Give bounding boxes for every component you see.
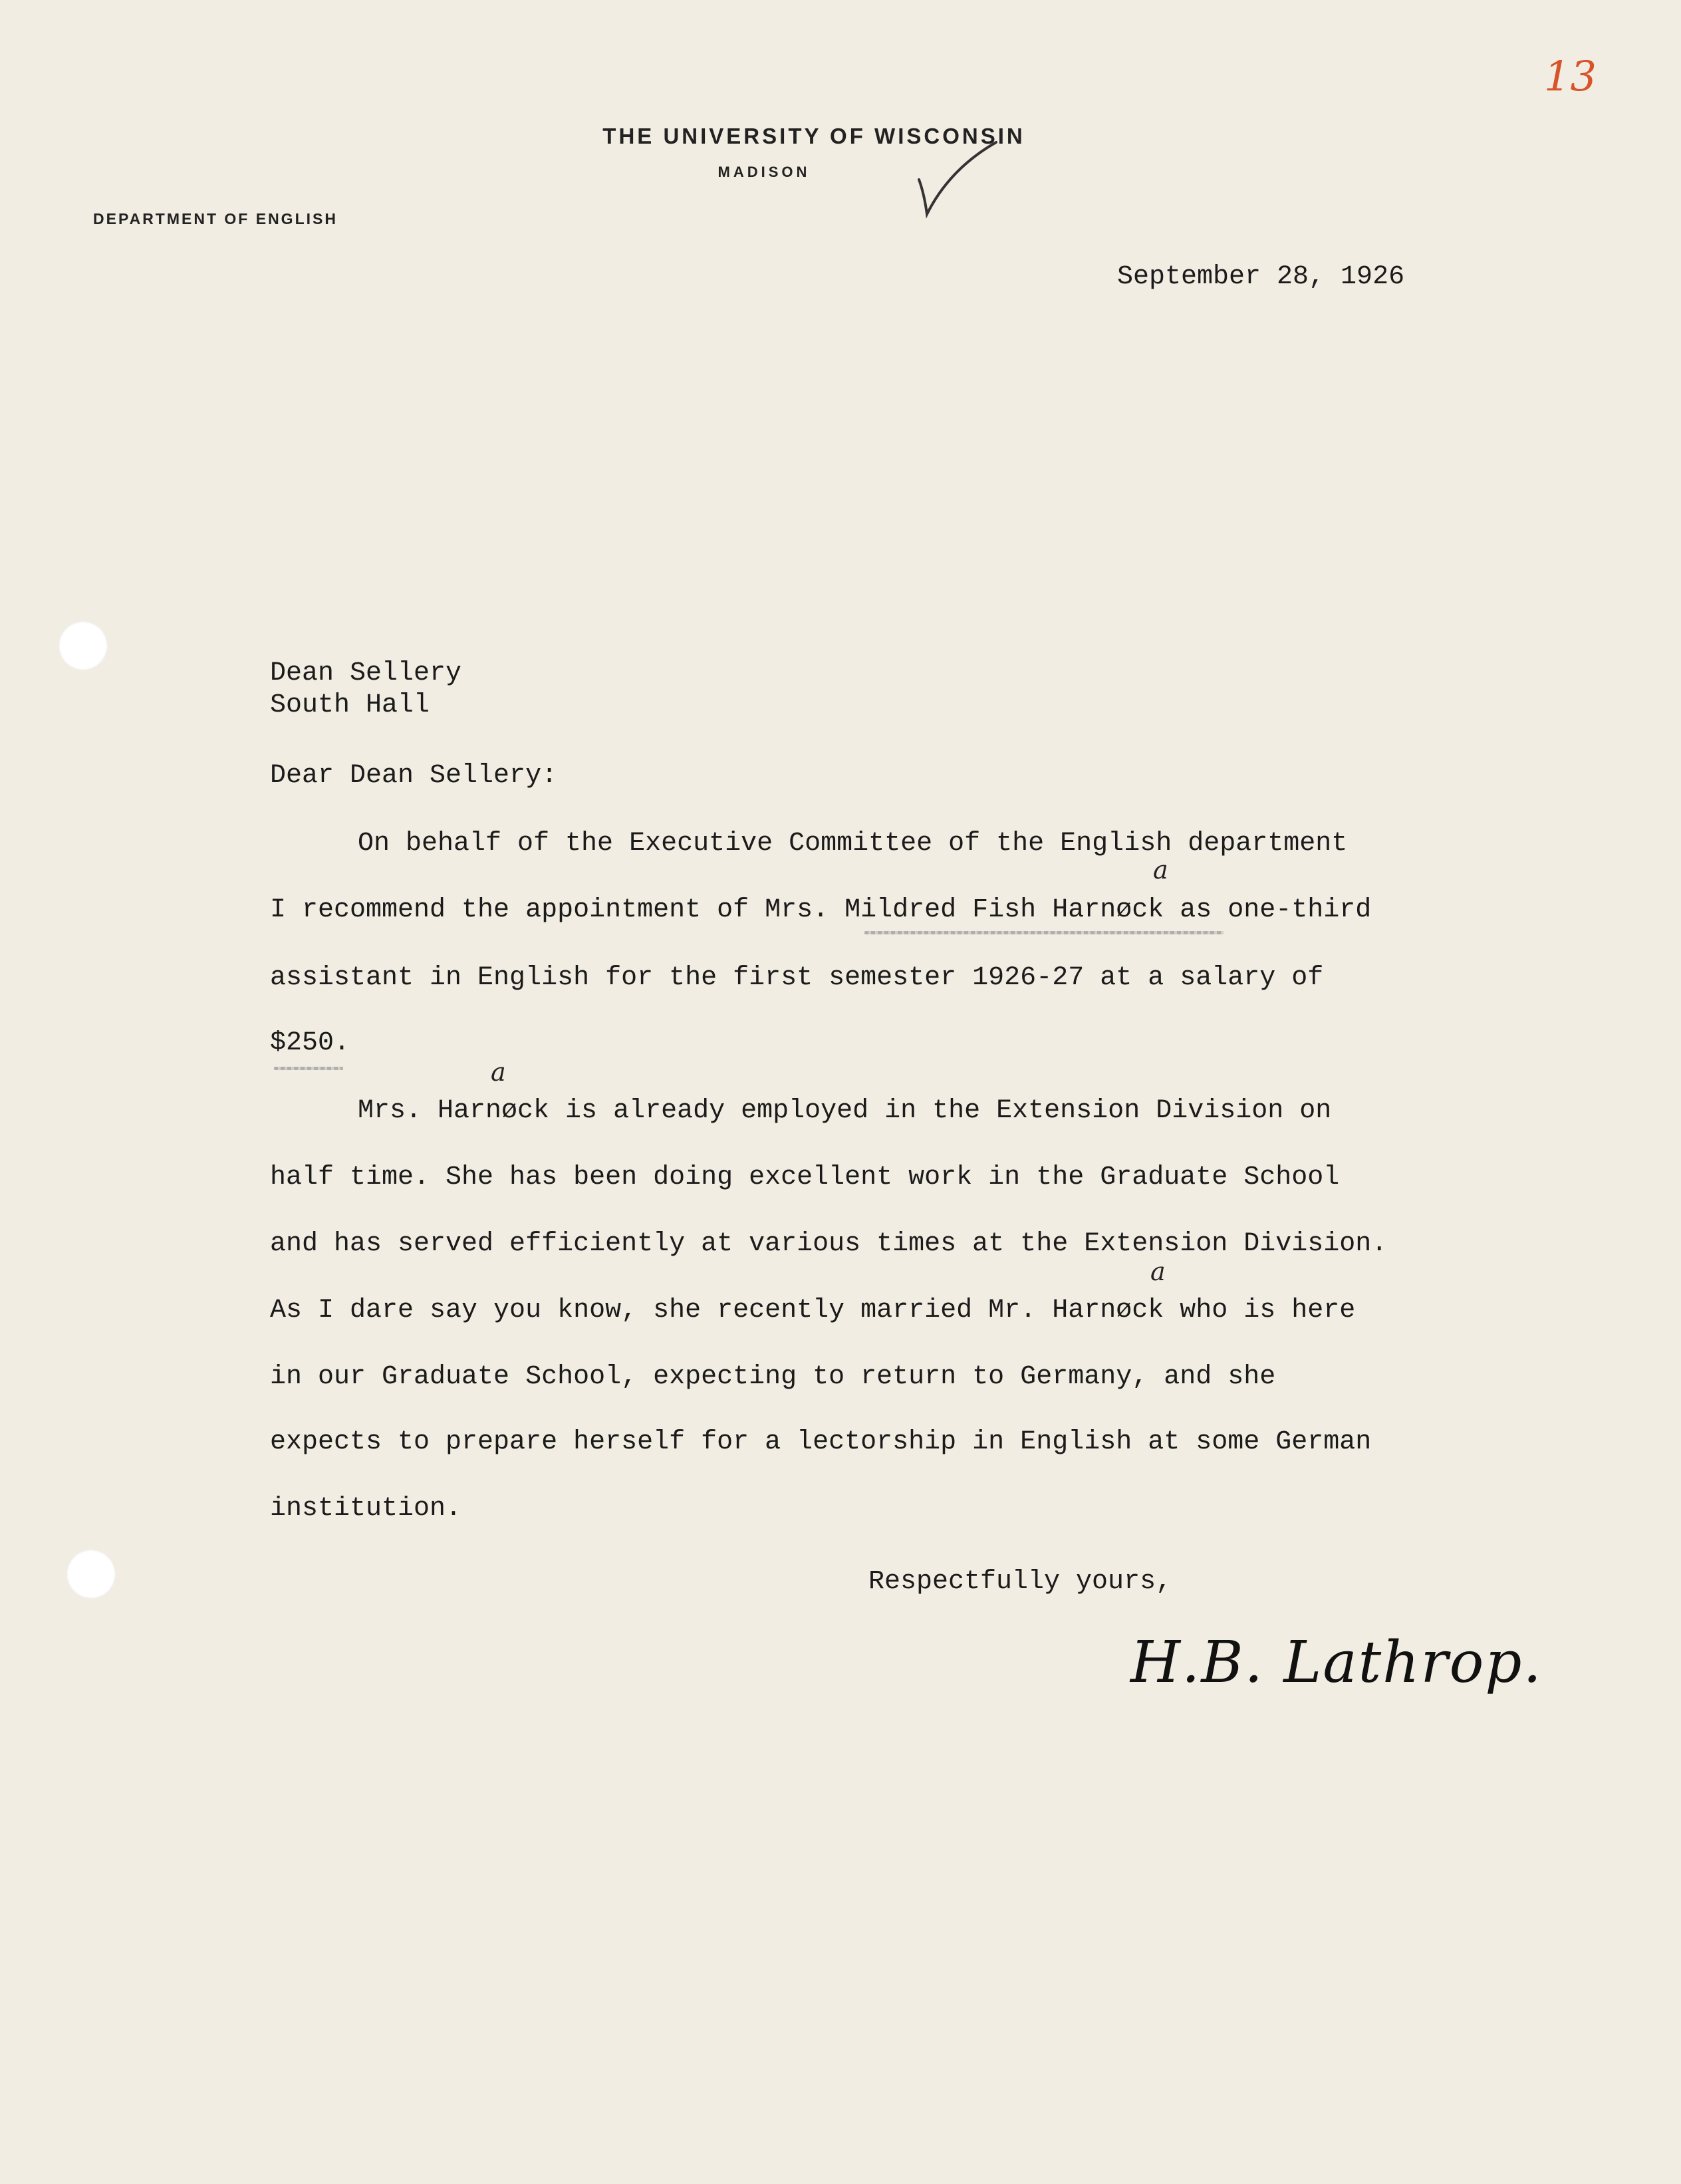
- letter-date: September 28, 1926: [1117, 262, 1405, 292]
- body-line: Mrs. Harnøck is already employed in the Extension Division on: [358, 1096, 1332, 1126]
- punch-hole: [59, 621, 108, 670]
- body-line: and has served efficiently at various times at the Extension Division.: [270, 1229, 1388, 1259]
- body-line: $250.: [270, 1028, 350, 1058]
- recipient-name: Dean Sellery: [270, 658, 462, 688]
- body-line: I recommend the appointment of Mrs. Mildred Fish Harnøck as one-third: [270, 895, 1372, 925]
- letterhead-city-text: MADISON: [717, 164, 811, 180]
- punch-hole: [66, 1550, 116, 1599]
- check-mark-icon: [915, 137, 1001, 223]
- recipient-address: South Hall: [270, 690, 430, 720]
- page-number-mark: 13: [1544, 52, 1597, 100]
- pencil-underline: [274, 1067, 343, 1070]
- body-line: in our Graduate School, expecting to return to Germany, and she: [270, 1362, 1276, 1392]
- letterhead-city: [0, 164, 1681, 181]
- pencil-underline: [864, 931, 1224, 934]
- handwritten-correction: a: [1150, 1257, 1166, 1286]
- body-line: institution.: [270, 1494, 462, 1524]
- body-line: assistant in English for the first semester 1926-27 at a salary of: [270, 963, 1324, 993]
- handwritten-correction: a: [491, 1057, 506, 1087]
- body-line: On behalf of the Executive Committee of the English department: [358, 829, 1348, 859]
- body-line: half time. She has been doing excellent work in the Graduate School: [270, 1162, 1340, 1192]
- closing: Respectfully yours,: [868, 1567, 1172, 1597]
- department-name: DEPARTMENT OF ENGLISH: [93, 210, 338, 227]
- handwritten-correction: a: [1153, 855, 1168, 885]
- signature: H.B. Lathrop.: [1130, 1629, 1543, 1696]
- body-line: As I dare say you know, she recently married Mr. Harnøck who is here: [270, 1296, 1356, 1325]
- letterhead-title-text: THE UNIVERSITY OF WISCONSIN: [602, 124, 1025, 148]
- letterhead-title: [0, 124, 1681, 149]
- body-line: expects to prepare herself for a lectorship in English at some German: [270, 1427, 1372, 1457]
- salutation: Dear Dean Sellery:: [270, 761, 558, 791]
